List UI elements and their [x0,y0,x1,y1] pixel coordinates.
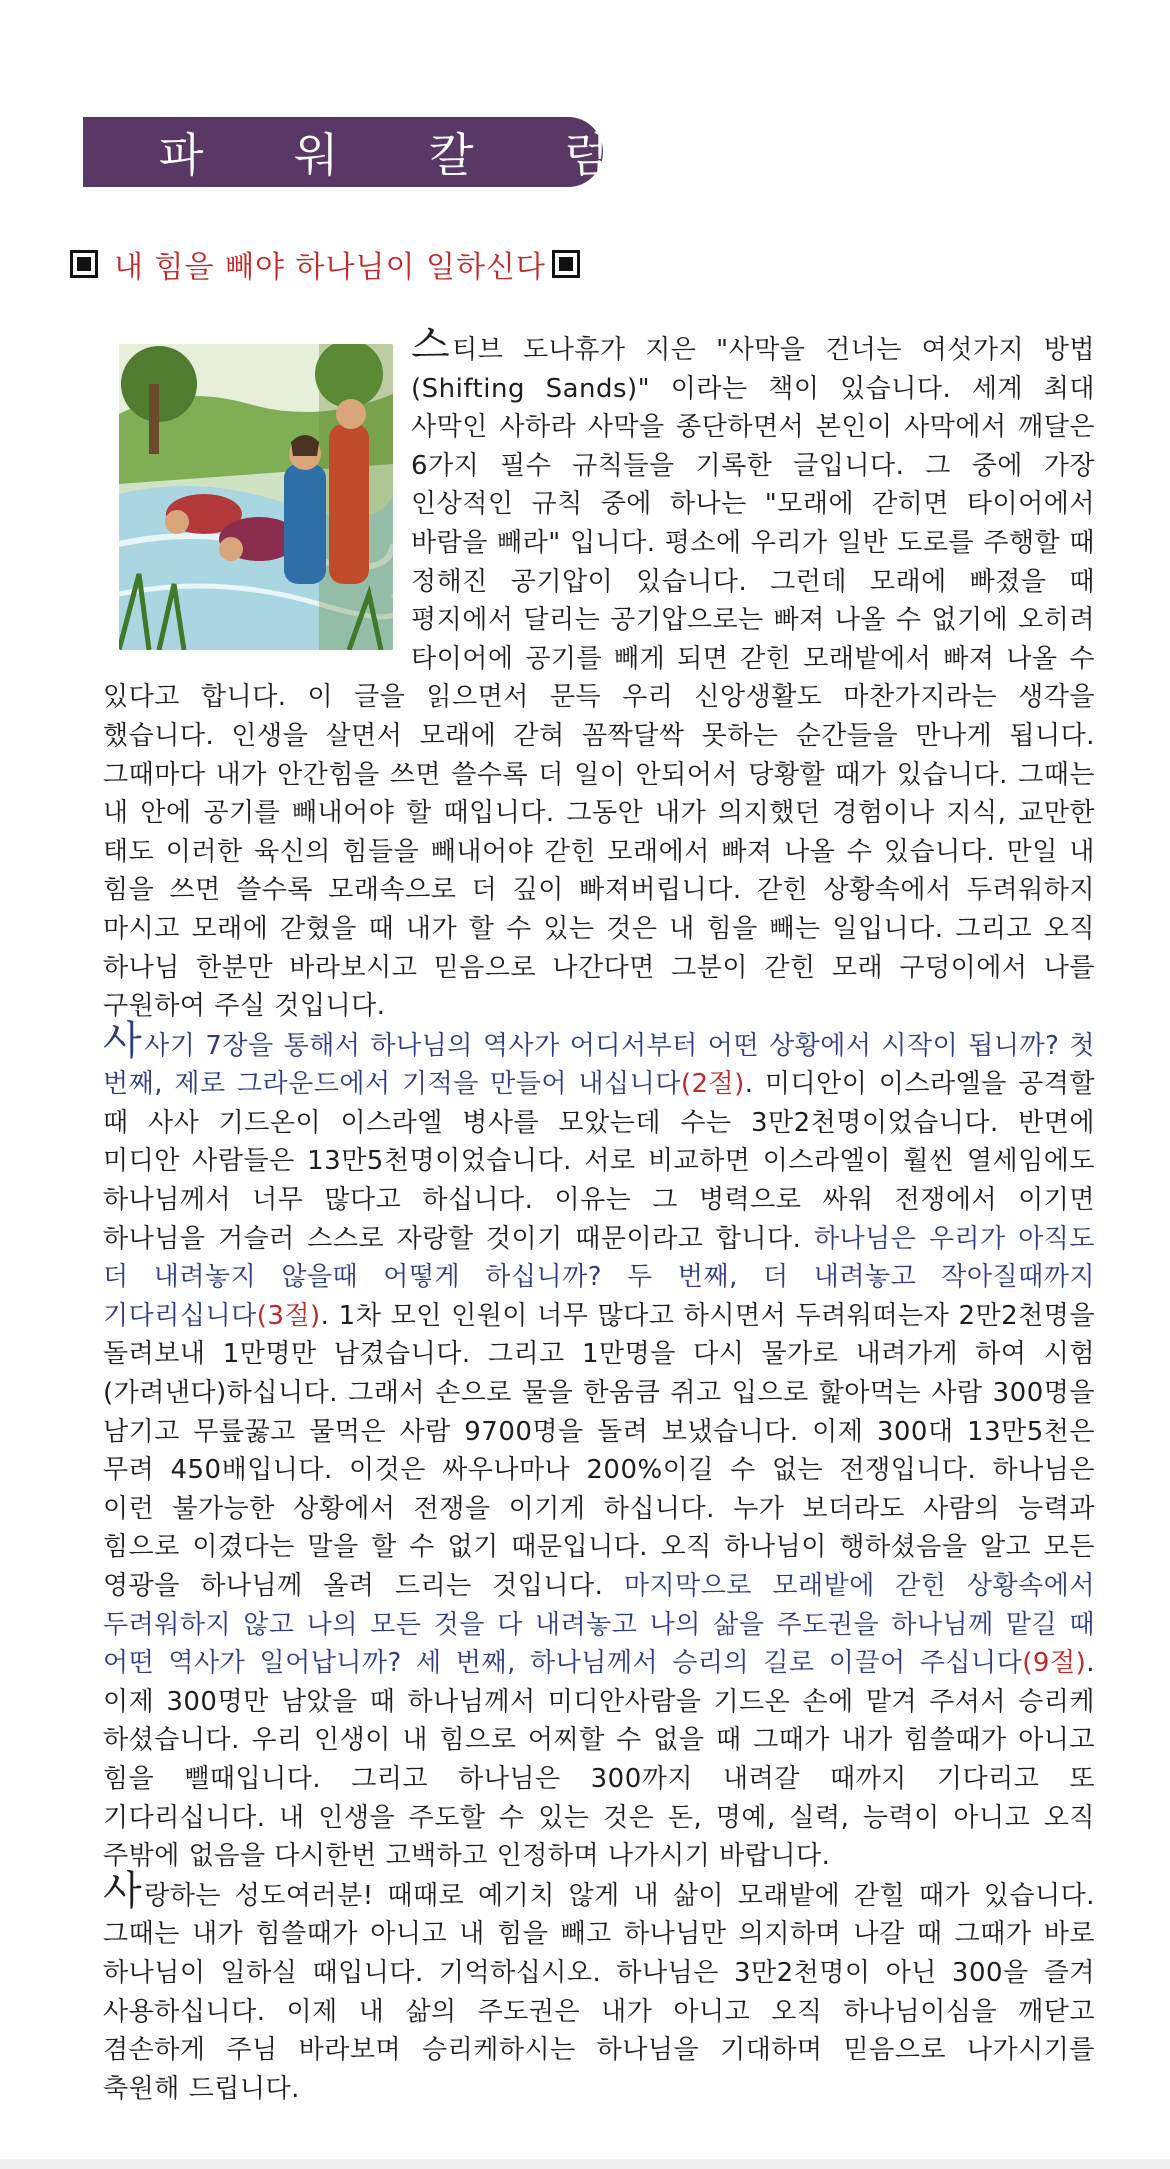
paragraph-2-text-3: . 이제 300명만 남았을 때 하나님께서 미디안사람을 기드온 손에 맡겨 주셔서 승리케 하셨습니다. 우리 인생이 내 힘으로 어찌할 수 없을 때 그때가 내가 힘쓸때가 아니고 힘을 뺄때입니다. 그리고 하나님은 300까지 내려갈 때까지 기다리고 또 기다리십니다. 내 인생을 주도할 수 있는 것은 돈, 명예, 실력, 능력이 아니고 오직 주밖에 없음을 다시한번 고백하고 인정하며 나가시기 바랍니다. [103,1648,1095,1872]
article-title: 내 힘을 빼야 하나님이 일하신다 [114,250,546,285]
page-bottom-strip [0,2159,1170,2169]
highlight-1: 사기 7장을 통해서 하나님의 역사가 어디서부터 어떤 상황에서 시작이 됩니까? 첫 번째, 제로 그라운드에서 기적을 만들어 내십니다 [103,1030,1095,1100]
verse-ref-1: (2절) [680,1069,745,1100]
article-title-row [70,244,770,284]
men-drinking-water-illustration [119,344,393,650]
square-bullet-icon [70,250,98,278]
dropcap-3: 사 [103,1867,143,1914]
dropcap-1: 스 [411,322,451,368]
paragraph-3-text: 랑하는 성도여러분! 때때로 예기치 않게 내 삶이 모래밭에 갇힐 때가 있습니다. 그때는 내가 힘쓸때가 아니고 내 힘을 빼고 하나님만 의지하며 나갈 때 그때가 바로 하나님이 일하실 때입니다. 기억하십시오. 하나님은 3만2천명이 아닌 300을 즐겨 사용하십니다. 이제 내 삶의 주도권은 내가 아니고 오직 하나님이심을 깨닫고 겸손하게 주님 바라보며 승리케하시는 하나님을 기대하며 믿음으로 나가시기를 축원해 드립니다. [103,1880,1095,2104]
verse-ref-2: (3절) [256,1300,321,1331]
square-bullet-icon [552,250,580,278]
paragraph-3 [103,1867,1095,2109]
article-body [103,322,1096,2108]
highlight-3: 마지막으로 모래밭에 갇힌 상황속에서 두려워하지 않고 나의 모든 것을 다 내려놓고 나의 삶을 주도권을 하나님께 맡길 때 어떤 역사가 일어납니까? 세 번째, 하나님께서 승리의 길로 이끌어 주십니다 [103,1571,1095,1679]
verse-ref-3: (9절) [1022,1648,1087,1679]
paragraph-2-text-2: . 1차 모인 인원이 너무 많다고 하시면서 두려워떠는자 2만2천명을 돌려보내 1만명만 남겼습니다. 그리고 1만명을 다시 물가로 내려가게 하여 시험(가려낸다)하십니다. 그래서 손으로 물을 한움큼 쥐고 입으로 핥아먹는 사람 300명을 남기고 무릎꿇고 물먹은 사람 9700명을 돌려 보냈습니다. 이제 300대 13만5천은 무려 450배입니다. 이것은 싸우나마나 200%이길 수 없는 전쟁입니다. 하나님은 이런 불가능한 상황에서 전쟁을 이기게 하십니다. 누가 보더라도 사람의 능력과 힘으로 이겼다는 말을 할 수 없기 때문입니다. 오직 하나님이 행하셨음을 알고 모든 영광을 하나님께 올려 드리는 것입니다. [103,1300,1096,1601]
paragraph-1-text: 티브 도나휴가 지은 "사막을 건너는 여섯가지 방법(Shifting Sands)" 이라는 책이 있습니다. 세계 최대 사막인 사하라 사막을 종단하면서 본인이 사막에서 깨달은 6가지 필수 규칙들을 기록한 글입니다. 그 중에 가장 인상적인 규칙 중에 하나는 "모래에 갇히면 타이어에서 바람을 빼라" 입니다. 평소에 우리가 일반 도로를 주행할 때 정해진 공기압이 있습니다. 그런데 모래에 빠졌을 때 평지에서 달리는 공기압으로는 빠져 나올 수 없기에 오히려 타이어에 공기를 빼게 되면 갇힌 모래밭에서 빠져 나올 수 있다고 합니다. 이 글을 읽으면서 문득 우리 신앙생활도 마찬가지라는 생각을 했습니다. 인생을 살면서 모래에 갇혀 꼼짝달싹 못하는 순간들을 만나게 됩니다. 그때마다 내가 안간힘을 쓰면 쓸수록 더 일이 안되어서 당황할 때가 있습니다. 그때는 내 안에 공기를 빼내어야 할 때입니다. 그동안 내가 의지했던 경험이나 지식, 교만한 태도 이러한 육신의 힘들을 빼내어야 갇힌 모래에서 빠져 나올 수 있습니다. 만일 내 힘을 쓰면 쓸수록 모래속으로 더 깊이 빠져버립니다. 갇힌 상황속에서 두려워하지 마시고 모래에 갇혔을 때 내가 할 수 있는 것은 내 힘을 빼는 일입니다. 그리고 오직 하나님 한분만 바라보시고 믿음으로 나간다면 그분이 갇힌 모래 구덩이에서 나를 구원하여 주실 것입니다. [103,335,1095,1022]
highlight-2: 하나님은 우리가 아직도 더 내려놓지 않을때 어떻게 하십니까? 두 번째, 더 내려놓고 작아질때까지 기다리십니다 [103,1223,1095,1331]
column-title: 파 워 칼 럼 [159,128,647,182]
dropcap-2: 사 [103,1017,143,1064]
paragraph-2-text-1: . 미디안이 이스라엘을 공격할 때 사사 기드온이 이스라엘 병사를 모았는데 수는 3만2천명이었습니다. 반면에 미디안 사람들은 13만5천명이었습니다. 서로 비교하면 이스라엘이 훨씬 열세임에도 하나님께서 너무 많다고 하십니다. 이유는 그 병력으로 싸워 전쟁에서 이기면 하나님을 거슬러 스스로 자랑할 것이기 때문이라고 합니다. [103,1069,1095,1254]
column-banner [83,117,647,187]
paragraph-2 [103,1017,1096,1876]
